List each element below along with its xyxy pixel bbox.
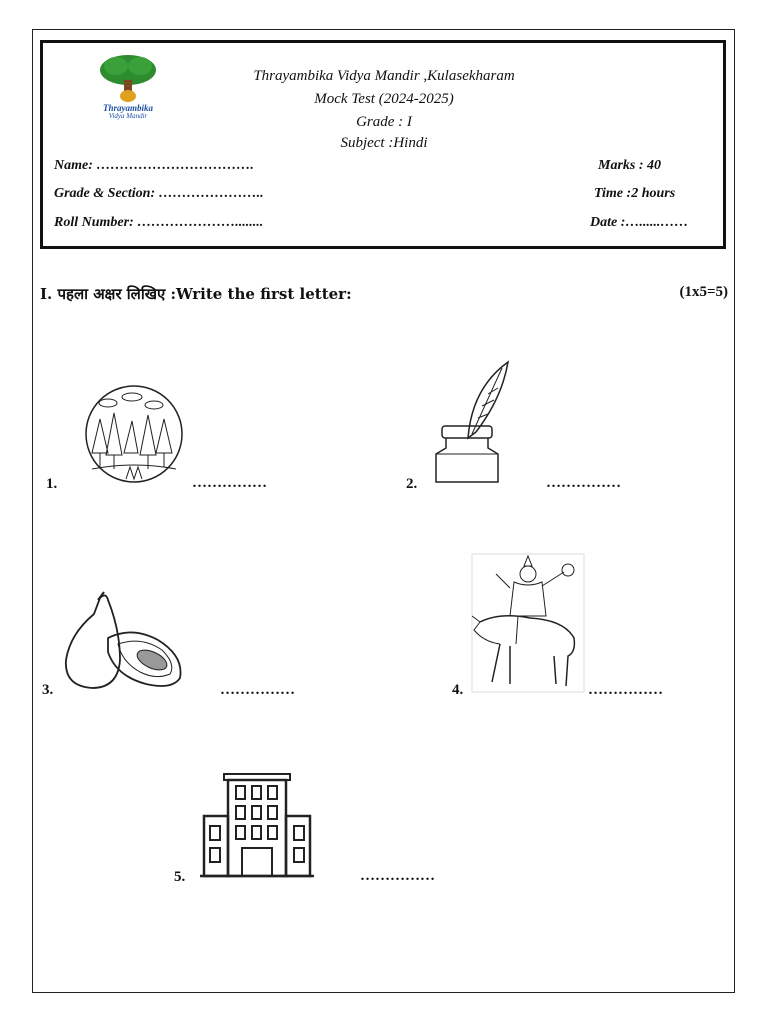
roll-number-field: Roll Number: …………………........	[54, 215, 264, 230]
subject-line: Subject :Hindi	[340, 135, 428, 151]
exam-title: Mock Test (2024-2025)	[314, 91, 454, 107]
date-field: Date :…......……	[590, 215, 689, 230]
answer-blank[interactable]: ……………	[192, 475, 267, 491]
grade-section-field: Grade & Section: …………………..	[54, 186, 264, 201]
item-number: 2.	[406, 476, 418, 492]
time-field: Time :2 hours	[594, 186, 676, 201]
name-field: Name: …………………………….	[54, 158, 254, 173]
answer-blank[interactable]: ……………	[588, 682, 663, 698]
item-number: 1.	[46, 476, 58, 492]
question-marks: (1x5=5)	[679, 284, 728, 300]
marks-field: Marks : 40	[598, 158, 662, 173]
grade-line: Grade : I	[356, 114, 412, 130]
forest-picture	[78, 383, 190, 485]
yama-on-buffalo-picture	[470, 552, 586, 694]
logo-text-line-1: Thrayambika	[102, 103, 153, 113]
building-picture	[200, 770, 314, 880]
school-name: Thrayambika Vidya Mandir ,Kulasekharam	[253, 68, 515, 84]
item-number: 5.	[174, 869, 186, 885]
question-title: I. पहला अक्षर लिखिए :Write the first letter:	[40, 285, 352, 303]
logo-text-line-2: Vidya Mandir	[108, 112, 148, 120]
papaya-picture	[62, 590, 184, 692]
item-number: 4.	[452, 682, 464, 698]
answer-blank[interactable]: ……………	[546, 475, 621, 491]
item-number: 3.	[42, 682, 54, 698]
quill-inkpot-picture	[432, 358, 512, 486]
answer-blank[interactable]: ……………	[360, 868, 435, 884]
answer-blank[interactable]: ……………	[220, 682, 295, 698]
